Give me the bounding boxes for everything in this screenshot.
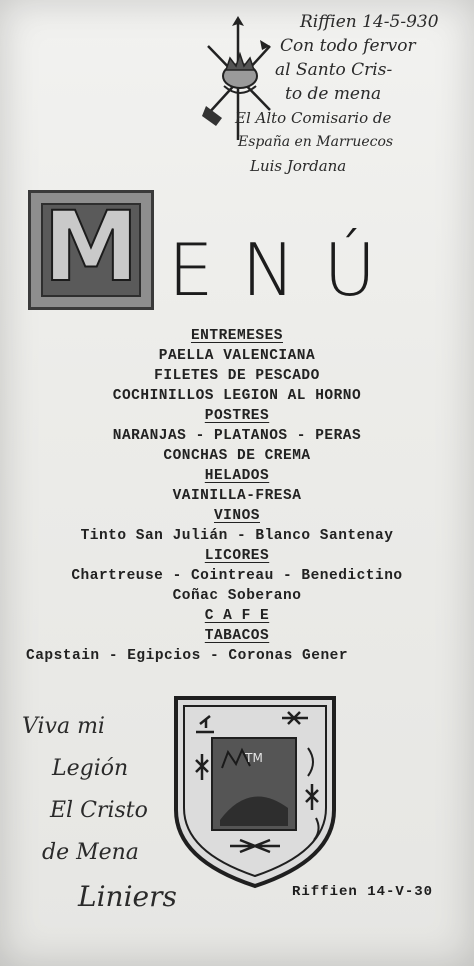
menu-item: COCHINILLOS LEGION AL HORNO (112, 388, 362, 404)
dedication-line: to de mena (285, 84, 382, 104)
dedication-line: al Santo Cris- (275, 60, 393, 80)
section-heading: VINOS (213, 508, 260, 524)
section-heading: ENTREMESES (190, 328, 283, 344)
menu-item: Coñac Soberano (172, 588, 302, 604)
menu-item: Capstain - Egipcios - Coronas Gener (26, 648, 349, 664)
shield-initials: TM (245, 751, 263, 765)
dedication-line: Riffien 14-5-930 (300, 12, 439, 32)
menu-item: Tinto San Julián - Blanco Santenay (80, 528, 394, 544)
dedication-handwriting (230, 10, 439, 178)
handwritten-line: Viva mi (22, 714, 105, 739)
menu-item: FILETES DE PESCADO (154, 368, 320, 384)
dedication-line: España en Marruecos (238, 134, 394, 150)
menu-item: NARANJAS - PLATANOS - PERAS (112, 428, 362, 444)
illuminated-initial (28, 190, 154, 310)
initial-letter: M (43, 191, 139, 303)
menu-item: Chartreuse - Cointreau - Benedictino (71, 568, 403, 584)
section-heading: C A F E (204, 608, 270, 624)
dedication-line: Con todo fervor (280, 36, 416, 56)
coat-of-arms-icon (170, 690, 340, 890)
section-heading: LICORES (204, 548, 270, 564)
handwritten-signature: Liniers (78, 880, 177, 913)
menu-item: PAELLA VALENCIANA (158, 348, 316, 364)
dedication-line: El Alto Comisario de (235, 109, 392, 127)
menu-item: CONCHAS DE CREMA (163, 448, 311, 464)
menu-item: VAINILLA-FRESA (172, 488, 302, 504)
menu-list (0, 326, 474, 666)
handwritten-note (22, 706, 172, 874)
dedication-signature: Luis Jordana (250, 157, 347, 175)
handwritten-line: de Mena (42, 840, 139, 865)
date-stamp: Riffien 14-V-30 (292, 884, 434, 900)
handwritten-line: El Cristo (50, 798, 148, 823)
section-heading: TABACOS (204, 628, 270, 644)
handwritten-line: Legión (52, 756, 129, 781)
section-heading: POSTRES (204, 408, 270, 424)
section-heading: HELADOS (204, 468, 270, 484)
menu-title: ENÚ (168, 228, 405, 312)
